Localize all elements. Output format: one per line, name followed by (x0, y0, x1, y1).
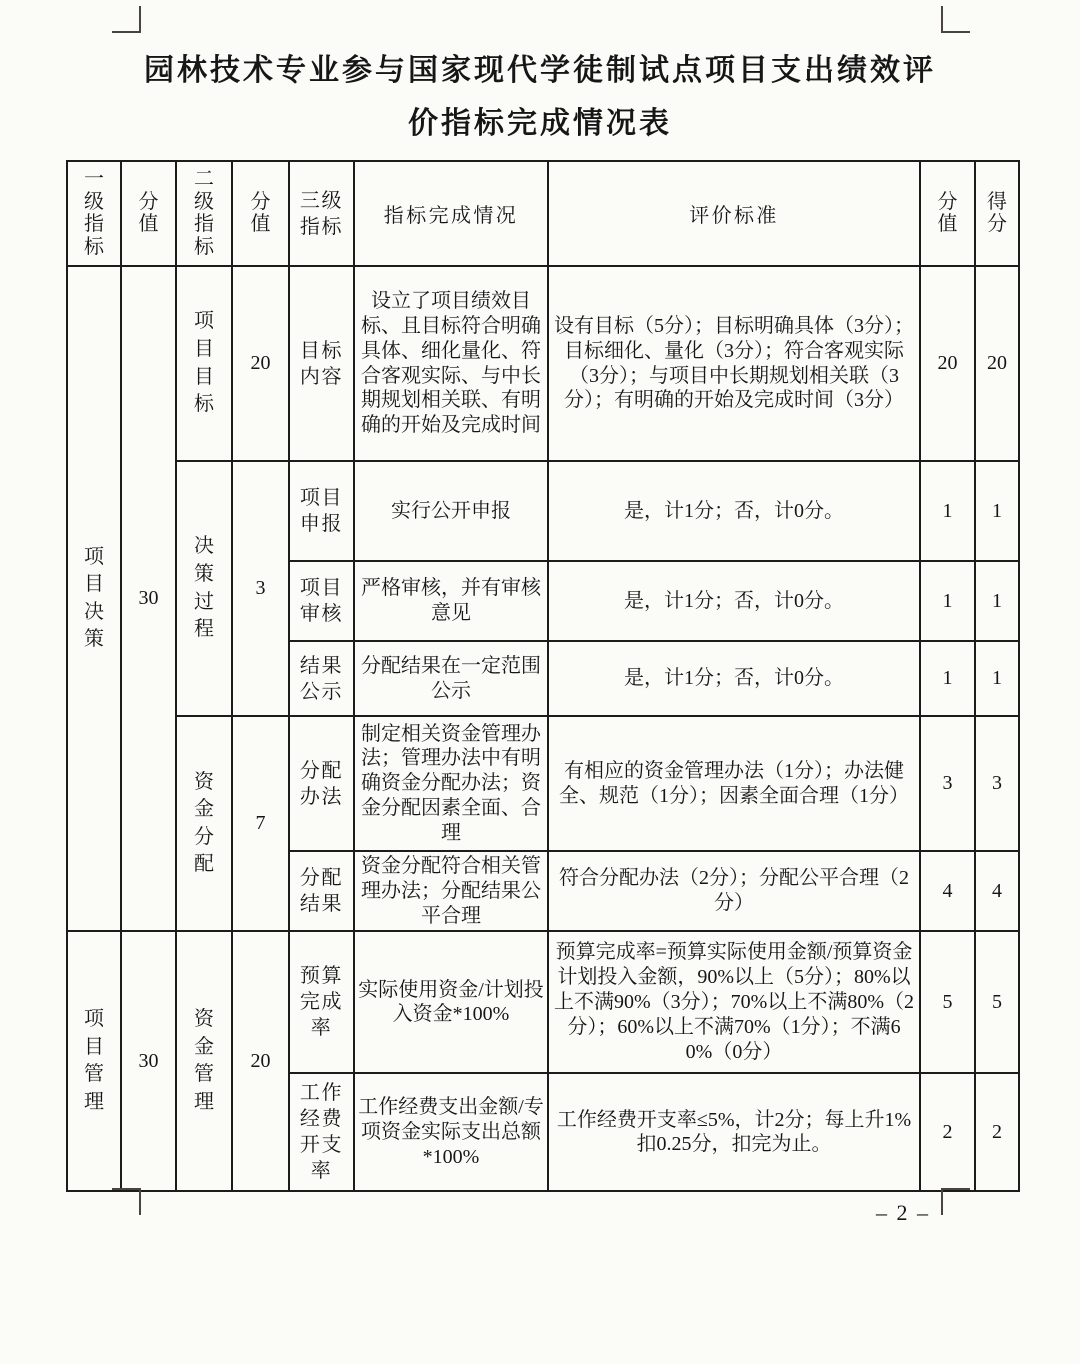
level3-indicator-label: 分配结果 (299, 867, 344, 916)
completion-status-cell: 严格审核，并有审核意见 (354, 561, 548, 641)
earned-score-cell: 2 (975, 1073, 1019, 1191)
level2-indicator-label: 资金分配 (194, 770, 214, 876)
level2-indicator-cell (176, 461, 232, 716)
level3-indicator-cell (289, 461, 354, 561)
table-row (67, 461, 1019, 561)
earned-score-cell: 4 (975, 851, 1019, 931)
level2-indicator-label: 决策过程 (194, 535, 214, 641)
header-score-label-3: 分值 (937, 190, 958, 236)
header-earned-label: 得分 (987, 190, 1007, 236)
level2-score-cell: 3 (232, 461, 289, 716)
table-row (67, 716, 1019, 851)
page-title-line-1: 园林技术专业参与国家现代学徒制试点项目支出绩效评 (144, 54, 936, 87)
evaluation-criteria-cell: 是，计1分；否，计0分。 (548, 561, 920, 641)
level3-indicator-label: 分配办法 (299, 759, 344, 808)
score-value-cell: 2 (920, 1073, 975, 1191)
earned-score-cell: 1 (975, 641, 1019, 716)
score-value-cell: 1 (920, 641, 975, 716)
level2-indicator-label: 资金管理 (194, 1008, 214, 1113)
header-level3-indicator (289, 161, 354, 266)
page-title (0, 0, 1080, 150)
earned-score-cell: 1 (975, 461, 1019, 561)
header-score-value-2 (232, 161, 289, 266)
score-value-cell: 5 (920, 931, 975, 1073)
completion-status-cell: 分配结果在一定范围公示 (354, 641, 548, 716)
header-evaluation-criteria: 评价标准 (548, 161, 920, 266)
crop-mark-bottom-right (941, 1188, 970, 1215)
level2-indicator-cell (176, 266, 232, 461)
score-value-cell: 1 (920, 461, 975, 561)
crop-mark-top-right (941, 6, 970, 33)
level3-indicator-label: 目标内容 (299, 339, 344, 388)
header-level2-indicator (176, 161, 232, 266)
completion-status-cell: 资金分配符合相关管理办法；分配结果公平合理 (354, 851, 548, 931)
crop-mark-top-left (112, 6, 141, 33)
level2-score-cell: 20 (232, 931, 289, 1191)
header-level3-label: 三级指标 (299, 189, 344, 238)
completion-status-cell: 实际使用资金/计划投入资金*100% (354, 931, 548, 1073)
evaluation-criteria-cell: 是，计1分；否，计0分。 (548, 641, 920, 716)
evaluation-indicator-table (66, 160, 1020, 1192)
header-earned-score (975, 161, 1019, 266)
score-value-cell: 20 (920, 266, 975, 461)
header-score-value-1 (121, 161, 176, 266)
level3-indicator-label: 项目审核 (299, 577, 344, 625)
evaluation-criteria-cell: 有相应的资金管理办法（1分）；办法健全、规范（1分）；因素全面合理（1分） (548, 716, 920, 851)
level1-indicator-cell (67, 266, 121, 931)
level1-score-cell: 30 (121, 931, 176, 1191)
header-score-label-2: 分值 (250, 190, 271, 236)
level3-indicator-label: 结果公示 (299, 654, 344, 703)
completion-status-cell: 实行公开申报 (354, 461, 548, 561)
level3-indicator-cell (289, 931, 354, 1073)
table-row (67, 931, 1019, 1073)
level3-indicator-label: 工作经费开支率 (299, 1082, 344, 1183)
completion-status-cell: 设立了项目绩效目标、且目标符合明确具体、细化量化、符合客观实际、与中长期规划相关联、有明确的开始及完成时间 (354, 266, 548, 461)
level3-indicator-label: 预算完成率 (299, 965, 344, 1040)
completion-status-cell: 工作经费支出金额/专项资金实际支出总额*100% (354, 1073, 548, 1191)
header-score-value-3 (920, 161, 975, 266)
header-score-label-1: 分值 (138, 190, 159, 236)
evaluation-criteria-cell: 预算完成率=预算实际使用金额/预算资金计划投入金额，90%以上（5分）；80%以上不满90%（3分）；70%以上不满80%（2分）；60%以上不满70%（1分）；不满60%（0分） (548, 931, 920, 1073)
level3-indicator-cell (289, 851, 354, 931)
crop-mark-bottom-left (112, 1188, 141, 1215)
score-value-cell: 1 (920, 561, 975, 641)
evaluation-criteria-cell: 是，计1分；否，计0分。 (548, 461, 920, 561)
level3-indicator-label: 项目申报 (299, 487, 344, 535)
level3-indicator-cell (289, 641, 354, 716)
table-row (67, 266, 1019, 461)
earned-score-cell: 1 (975, 561, 1019, 641)
score-value-cell: 4 (920, 851, 975, 931)
level3-indicator-cell (289, 561, 354, 641)
level1-indicator-label: 项目管理 (84, 1008, 104, 1113)
earned-score-cell: 3 (975, 716, 1019, 851)
header-row (67, 161, 1019, 266)
evaluation-criteria-cell: 设有目标（5分）；目标明确具体（3分）；目标细化、量化（3分）；符合客观实际（3分）；与项目中长期规划相关联（3分）；有明确的开始及完成时间（3分） (548, 266, 920, 461)
level1-score-cell: 30 (121, 266, 176, 931)
level3-indicator-cell (289, 716, 354, 851)
level2-score-cell: 7 (232, 716, 289, 931)
header-level1-label: 一级指标 (84, 167, 104, 259)
level2-score-cell: 20 (232, 266, 289, 461)
level3-indicator-cell (289, 266, 354, 461)
earned-score-cell: 20 (975, 266, 1019, 461)
level2-indicator-cell (176, 931, 232, 1191)
page-number: – 2 – (876, 1200, 930, 1225)
earned-score-cell: 5 (975, 931, 1019, 1073)
evaluation-criteria-cell: 符合分配办法（2分）；分配公平合理（2分） (548, 851, 920, 931)
level1-indicator-cell (67, 931, 121, 1191)
completion-status-cell: 制定相关资金管理办法；管理办法中有明确资金分配办法；资金分配因素全面、合理 (354, 716, 548, 851)
header-level1-indicator (67, 161, 121, 266)
level2-indicator-cell (176, 716, 232, 931)
level2-indicator-label: 项目目标 (194, 310, 214, 416)
header-completion-status: 指标完成情况 (354, 161, 548, 266)
page-title-line-2: 价指标完成情况表 (408, 107, 672, 140)
header-level2-label: 二级指标 (194, 167, 214, 259)
level1-indicator-label: 项目决策 (84, 545, 104, 651)
score-value-cell: 3 (920, 716, 975, 851)
evaluation-criteria-cell: 工作经费开支率≤5%，计2分；每上升1%扣0.25分，扣完为止。 (548, 1073, 920, 1191)
level3-indicator-cell (289, 1073, 354, 1191)
